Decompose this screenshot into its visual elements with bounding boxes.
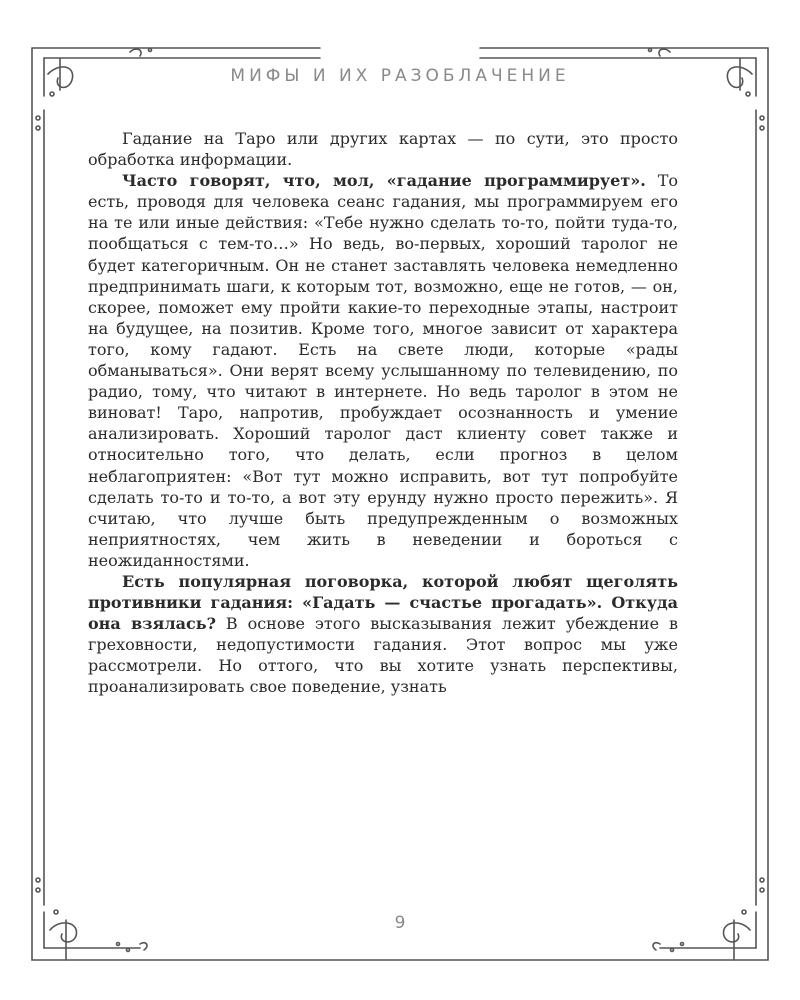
paragraph-emphasis: Есть популярная поговорка, которой любят щеголять противники гадания: «Гадать — счастье прогадать». Откуда она взялась? (88, 571, 678, 634)
page-number: 9 (394, 913, 406, 933)
paragraph-text: То есть, проводя для человека сеанс гадания, мы программируем его на те или иные действия: «Тебе нужно сделать то-то, пойти туда-то, пообщаться с тем-то…» Но ведь, во-первых, хороший таролог не будет категоричным. Он не станет заставлять человека немедленно предпринимать шаги, к которым тот, возможно, еще не готов, — он, скорее, поможет ему пройти какие-то переходные этапы, настроит на будущее, на позитив. Кроме того, многое зависит от характера того, кому гадают. Есть на свете люди, которые «рады обманываться». Они верят всему услышанному по телевидению, по радио, тому, что читают в интернете. Но ведь таролог в этом не виноват! Таро, напротив, пробуждает осознанность и умение анализировать. Хороший таролог даст клиенту совет также и относительно того, что делать, если прогноз в целом неблагоприятен: «Вот тут можно исправить, вот тут попробуйте сделать то-то и то-то, а вот эту ерунду нужно просто пережить». Я считаю, что лучше быть предупрежденным о возможных неприятностях, чем жить в неведении и бороться с неожиданностями. (88, 171, 678, 570)
body-text (88, 128, 678, 698)
paragraph-text: В основе этого высказывания лежит убеждение в греховности, недопустимости гадания. Этот вопрос мы уже рассмотрели. Но оттого, что вы хотите узнать перспективы, проанализировать свое поведение, узнать (88, 614, 678, 697)
paragraph-emphasis: Часто говорят, что, мол, «гадание программирует». (122, 171, 646, 191)
ornamental-corner-icon (649, 49, 765, 131)
paragraph (88, 170, 678, 571)
ornamental-corner-icon (36, 49, 152, 131)
paragraph (88, 571, 678, 698)
paragraph (88, 128, 678, 170)
paragraph-text: Гадание на Таро или других картах — по сути, это просто обработка информации. (88, 129, 678, 170)
running-header: МИФЫ И ИХ РАЗОБЛАЧЕНИЕ (230, 66, 570, 86)
